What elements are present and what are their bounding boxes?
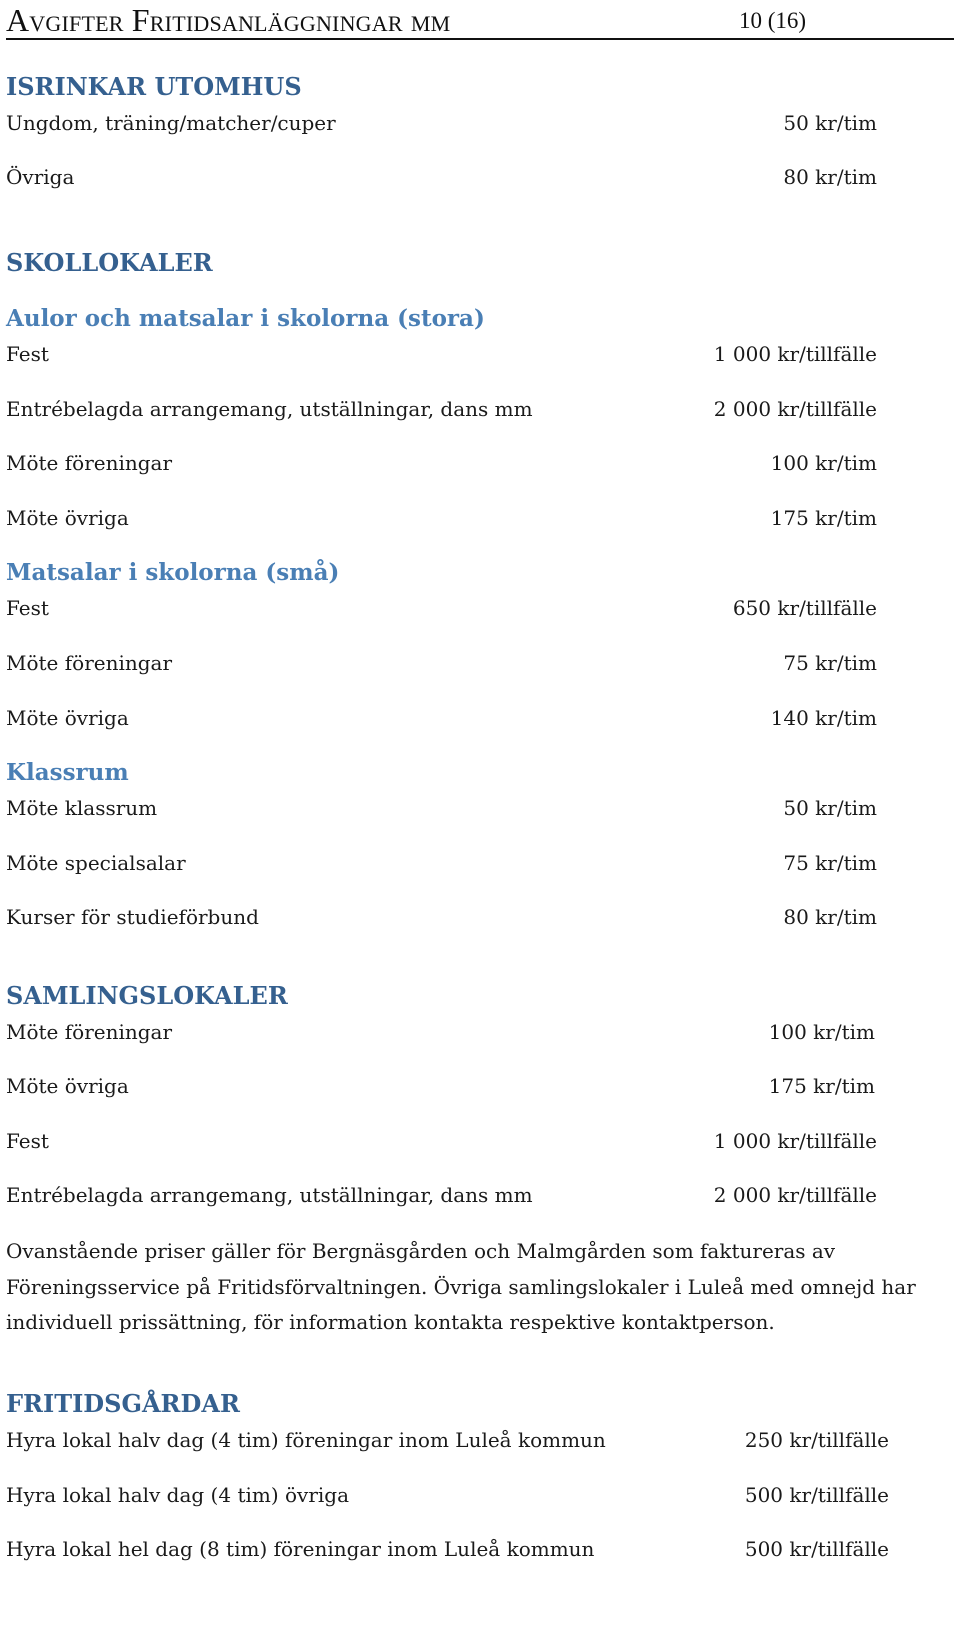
row-label: Möte föreningar — [6, 651, 173, 675]
price-row — [0, 596, 960, 626]
price-row — [0, 451, 960, 481]
row-price: 80 kr/tim — [783, 905, 877, 929]
section-heading-skollokaler: SKOLLOKALER — [6, 248, 213, 277]
row-price: 140 kr/tim — [770, 706, 877, 730]
price-row — [0, 1020, 960, 1050]
row-price: 1 000 kr/tillfälle — [713, 342, 877, 366]
price-row — [0, 1074, 960, 1104]
price-row — [0, 1537, 960, 1567]
row-label: Kurser för studieförbund — [6, 905, 259, 929]
row-label: Fest — [6, 1129, 49, 1153]
row-label: Hyra lokal halv dag (4 tim) föreningar inom Luleå kommun — [6, 1428, 606, 1452]
row-label: Möte klassrum — [6, 796, 158, 820]
price-row — [0, 851, 960, 881]
row-label: Fest — [6, 596, 49, 620]
price-row — [0, 506, 960, 536]
row-price: 50 kr/tim — [783, 796, 877, 820]
row-price: 2 000 kr/tillfälle — [713, 397, 877, 421]
price-row — [0, 1129, 960, 1159]
price-row — [0, 342, 960, 372]
price-row — [0, 1183, 960, 1213]
row-label: Möte övriga — [6, 1074, 129, 1098]
row-price: 650 kr/tillfälle — [732, 596, 877, 620]
section-heading-fritidsgardar: FRITIDSGÅRDAR — [6, 1389, 240, 1418]
page-header — [6, 0, 954, 40]
row-price: 175 kr/tim — [768, 1074, 875, 1098]
price-row — [0, 397, 960, 427]
row-price: 250 kr/tillfälle — [744, 1428, 889, 1452]
price-row — [0, 905, 960, 935]
row-label: Möte föreningar — [6, 1020, 173, 1044]
subheading-matsalar: Matsalar i skolorna (små) — [6, 559, 340, 586]
row-price: 100 kr/tim — [768, 1020, 875, 1044]
row-price: 175 kr/tim — [770, 506, 877, 530]
subheading-aulor: Aulor och matsalar i skolorna (stora) — [6, 305, 485, 332]
price-row — [0, 1483, 960, 1513]
row-price: 1 000 kr/tillfälle — [713, 1129, 877, 1153]
row-price: 80 kr/tim — [783, 165, 877, 189]
row-price: 2 000 kr/tillfälle — [713, 1183, 877, 1207]
row-label: Möte övriga — [6, 706, 129, 730]
document-title: Avgifter Fritidsanläggningar mm — [6, 2, 451, 38]
page-number: 10 (16) — [739, 8, 807, 33]
row-price: 75 kr/tim — [783, 851, 877, 875]
row-label: Ungdom, träning/matcher/cuper — [6, 111, 336, 135]
row-price: 500 kr/tillfälle — [744, 1537, 889, 1561]
row-label: Hyra lokal hel dag (8 tim) föreningar inom Luleå kommun — [6, 1537, 595, 1561]
price-row — [0, 1428, 960, 1458]
row-label: Entrébelagda arrangemang, utställningar, dans mm — [6, 397, 533, 421]
price-row — [0, 706, 960, 736]
section-heading-samlingslokaler: SAMLINGSLOKALER — [6, 981, 288, 1010]
row-label: Möte övriga — [6, 506, 129, 530]
price-row — [0, 111, 960, 141]
subheading-klassrum: Klassrum — [6, 759, 129, 786]
row-label: Möte specialsalar — [6, 851, 186, 875]
section-heading-isrinkar: ISRINKAR UTOMHUS — [6, 72, 302, 101]
row-label: Möte föreningar — [6, 451, 173, 475]
row-price: 50 kr/tim — [783, 111, 877, 135]
price-row — [0, 651, 960, 681]
row-price: 100 kr/tim — [770, 451, 877, 475]
price-row — [0, 165, 960, 195]
row-label: Fest — [6, 342, 49, 366]
note-paragraph: Ovanstående priser gäller för Bergnäsgården och Malmgården som faktureras av Föreningsservice på Fritidsförvaltningen. Övriga samlingslokaler i Luleå med omnejd har individuell prissättning, för information kontakta respektive kontaktperson. — [6, 1239, 916, 1334]
row-label: Entrébelagda arrangemang, utställningar, dans mm — [6, 1183, 533, 1207]
row-price: 500 kr/tillfälle — [744, 1483, 889, 1507]
row-label: Övriga — [6, 165, 75, 189]
price-row — [0, 796, 960, 826]
row-label: Hyra lokal halv dag (4 tim) övriga — [6, 1483, 350, 1507]
row-price: 75 kr/tim — [783, 651, 877, 675]
